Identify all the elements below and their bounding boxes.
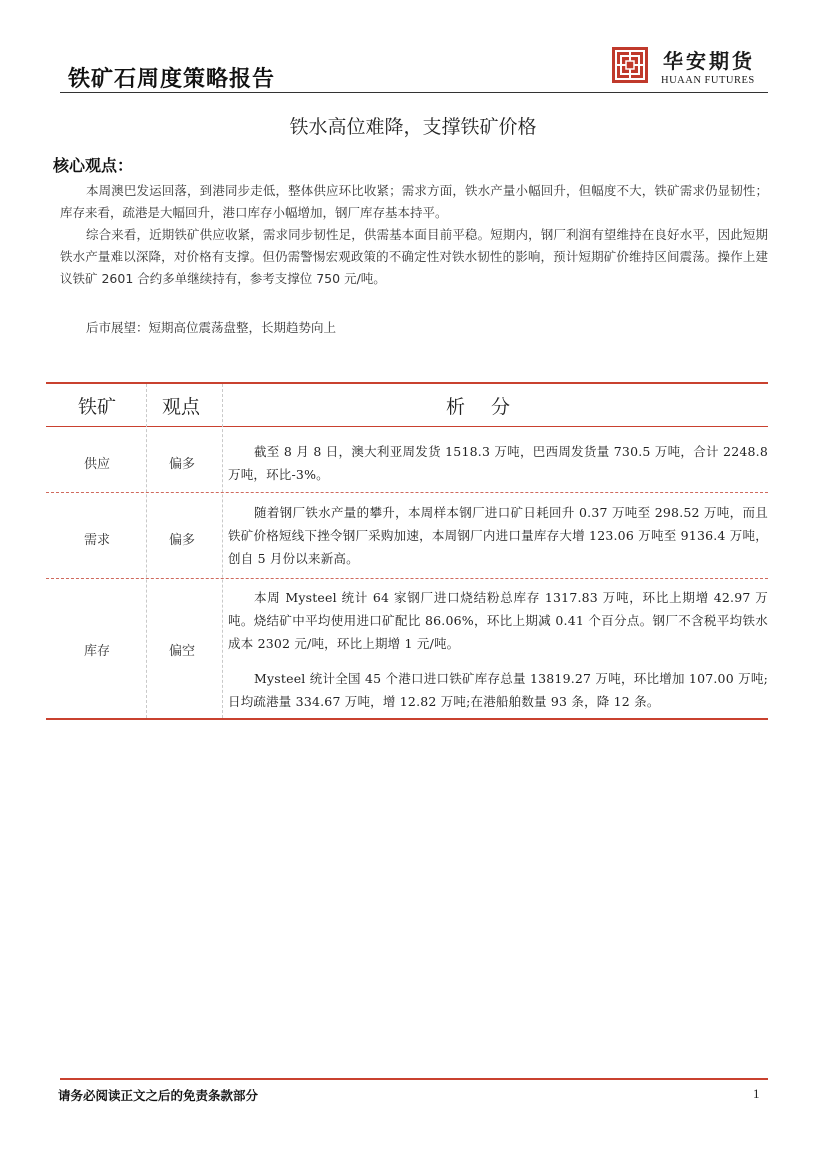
core-view-heading: 核心观点： [53,156,134,175]
header-divider [60,92,768,93]
huaan-logo-icon [611,46,649,84]
column-divider [146,384,147,718]
market-outlook: 后市展望：短期高位震荡盘整，长期趋势向上 [86,320,337,335]
table-row-demand-analysis: 随着钢厂铁水产量的攀升，本周样本钢厂进口矿日耗回升 0.37 万吨至 298.52 万吨，而且铁矿价格短线下挫令钢厂采购加速，本周钢厂内进口量库存大增 123.06 万吨至 9136.4 万吨，创自 5 月份以来新高。 [228,505,768,566]
disclaimer-notice: 请务必阅读正文之后的免责条款部分 [58,1088,259,1103]
table-top-rule [46,382,768,384]
column-divider [222,384,223,718]
table-row-supply-view: 偏多 [169,457,196,472]
table-bottom-rule [46,718,768,720]
report-series-title: 铁矿石周度策略报告 [68,66,276,92]
table-header-view: 观点 [162,396,201,418]
core-view-paragraph-1: 本周澳巴发运回落，到港同步走低，整体供应环比收紧；需求方面，铁水产量小幅回升，但幅度不大，铁矿需求仍显韧性；库存来看，疏港是大幅回升，港口库存小幅增加，钢厂库存基本持平。 [60,183,768,220]
table-row-demand-category: 需求 [84,533,111,548]
table-row-inventory-category: 库存 [84,644,111,659]
table-row-inventory-view: 偏空 [169,644,196,659]
page-number: 1 [753,1086,760,1101]
brand-name-en: HUAAN FUTURES [661,75,755,86]
report-title: 铁水高位难降，支撑铁矿价格 [289,116,537,138]
brand-logo [611,46,771,90]
table-header-rule [46,426,768,427]
table-row-inventory-analysis-1: 本周 Mysteel 统计 64 家钢厂进口烧结粉总库存 1317.83 万吨，环比上期增 42.97 万吨。烧结矿中平均使用进口矿配比 86.06%，环比上期减 0.41 个百分点。钢厂不含税平均铁水成本 2302 元/吨，环比上期增 1 元/吨。 [228,590,768,651]
core-view-paragraph-2: 综合来看，近期铁矿供应收紧，需求同步韧性足，供需基本面目前平稳。短期内，钢厂利润有望维持在良好水平，因此短期铁水产量难以深降，对价格有支撑。但仍需警惕宏观政策的不确定性对铁水韧性的影响，预计短期矿价维持区间震荡。操作上建议铁矿 2601 合约多单继续持有，参考支撑位 750 元/吨。 [60,227,768,286]
table-row-inventory-analysis-2: Mysteel 统计全国 45 个港口进口铁矿库存总量 13819.27 万吨，环比增加 107.00 万吨;日均疏港量 334.67 万吨，增 12.82 万吨;在港船舶数量 93 条，降 12 条。 [228,671,768,709]
row-divider [46,578,768,579]
table-row-supply-analysis: 截至 8 月 8 日，澳大利亚周发货 1518.3 万吨，巴西周发货量 730.5 万吨，合计 2248.8 万吨，环比-3%。 [228,444,768,482]
footer-divider [60,1078,768,1080]
brand-name-cn: 华安期货 [663,49,755,73]
table-header-analysis: 析 分 [446,396,521,418]
table-row-supply-category: 供应 [84,457,111,472]
table-row-demand-view: 偏多 [169,533,196,548]
table-header-category: 铁矿 [78,396,117,418]
row-divider [46,492,768,493]
